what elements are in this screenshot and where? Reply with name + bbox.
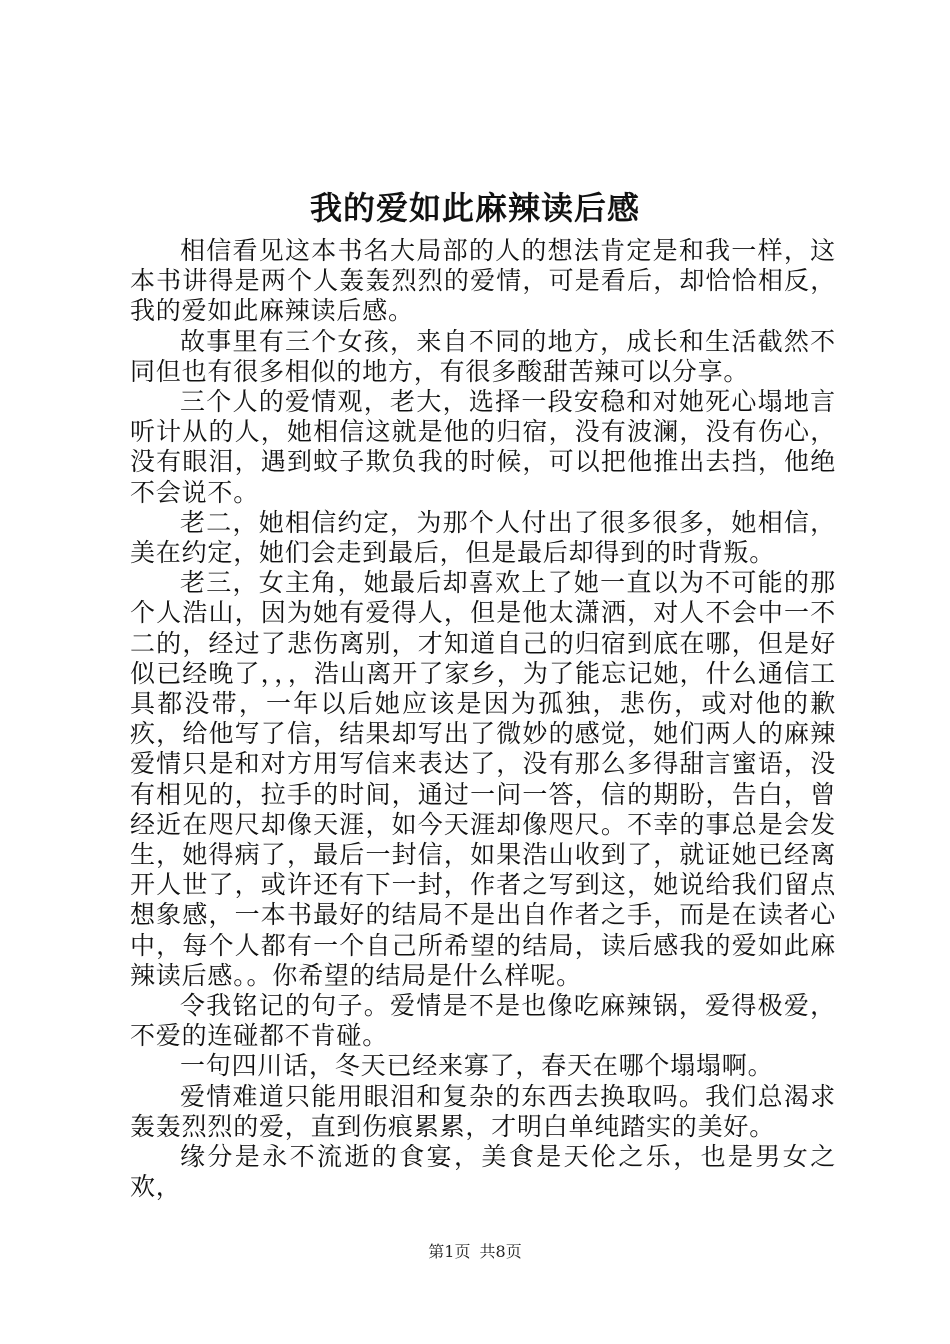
paragraph: 老二，她相信约定，为那个人付出了很多很多，她相信，美在约定，她们会走到最后，但是最后却得到的时背叛。 — [130, 507, 836, 568]
paragraph: 缘分是永不流逝的食宴，美食是天伦之乐，也是男女之欢， — [130, 1142, 836, 1202]
page-total: 共8页 — [479, 1242, 522, 1261]
paragraph: 老三，女主角，她最后却喜欢上了她一直以为不可能的那个人浩山，因为她有爱得人，但是他太潇洒，对人不会中一不二的，经过了悲伤离别，才知道自己的归宿到底在哪，但是好似已经晚了，，，浩山离开了家乡，为了能忘记她，什么通信工具都没带，一年以后她应该是因为孤独，悲伤，或对他的歉疚，给他写了信，结果却写出了微妙的感觉，她们两人的麻辣爱情只是和对方用写信来表达了，没有那么多得甜言蜜语，没有相见的，拉手的时间，通过一问一答，信的期盼，告白，曾经近在咫尺却像天涯，如今天涯却像咫尺。不幸的事总是会发生，她得病了，最后一封信，如果浩山收到了，就证她已经离开人世了，或许还有下一封，作者之写到这，她说给我们留点想象感，一本书最好的结局不是出自作者之手，而是在读者心中，每个人都有一个自己所希望的结局，读后感我的爱如此麻辣读后感。。你希望的结局是什么样呢。 — [130, 568, 836, 990]
paragraph: 相信看见这本书名大局部的人的想法肯定是和我一样，这本书讲得是两个人轰轰烈烈的爱情，可是看后，却恰恰相反，我的爱如此麻辣读后感。 — [130, 236, 836, 326]
paragraph: 故事里有三个女孩，来自不同的地方，成长和生活截然不同但也有很多相似的地方，有很多酸甜苦辣可以分享。 — [130, 326, 836, 386]
document-body — [130, 236, 836, 1203]
paragraph: 三个人的爱情观，老大，选择一段安稳和对她死心塌地言听计从的人，她相信这就是他的归宿，没有波澜，没有伤心，没有眼泪，遇到蚊子欺负我的时候，可以把他推出去挡，他绝不会说不。 — [130, 387, 836, 507]
page-footer — [0, 1241, 950, 1263]
paragraph: 一句四川话，冬天已经来寡了，春天在哪个塌塌啊。 — [180, 1051, 774, 1081]
paragraph: 令我铭记的句子。爱情是不是也像吃麻辣锅，爱得极爱，不爱的连碰都不肯碰。 — [130, 991, 836, 1051]
page-number: 第1页 — [428, 1242, 471, 1261]
document-title: 我的爱如此麻辣读后感 — [309, 189, 640, 227]
paragraph: 爱情难道只能用眼泪和复杂的东西去换取吗。我们总渴求轰轰烈烈的爱，直到伤痕累累，才明白单纯踏实的美好。 — [130, 1081, 836, 1141]
